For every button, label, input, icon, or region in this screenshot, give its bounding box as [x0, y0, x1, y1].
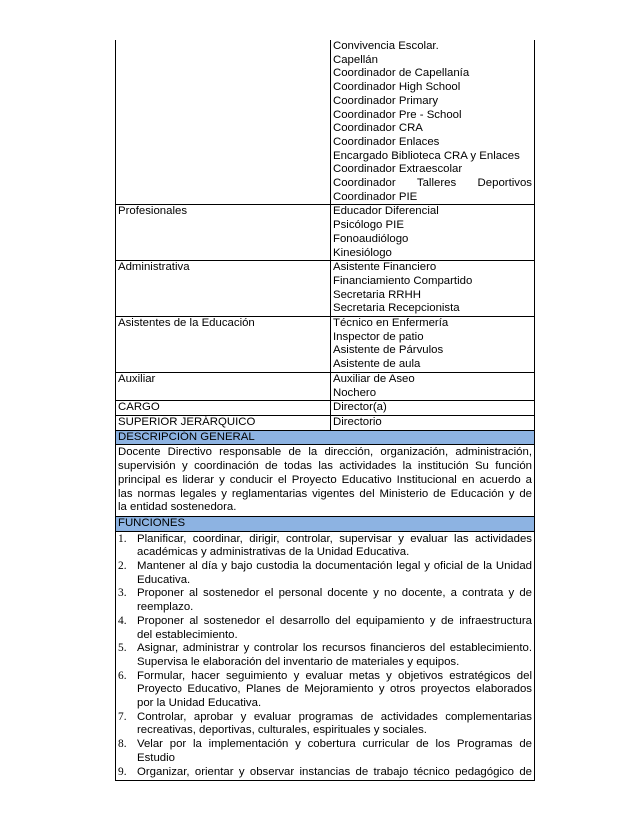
funciones-cell: [116, 531, 535, 781]
role-item: Capellán: [333, 53, 378, 66]
role-item: Asistente de aula: [333, 358, 421, 371]
table-row: [116, 430, 535, 445]
role-item: Coordinador de Capellanía: [333, 67, 470, 80]
descripcion-header: DESCRIPCIÓN GENERAL: [116, 430, 535, 445]
funcion-item: [118, 738, 532, 765]
roles-list-cell: [331, 205, 535, 261]
role-item: Asistente Financiero: [333, 261, 437, 274]
role-item: Convivencia Escolar.: [333, 40, 439, 52]
funcion-number: 9.: [118, 765, 127, 778]
funcion-number: 4.: [118, 614, 127, 627]
funcion-line: académicas y administrativas de la Unidad Educativa.: [137, 546, 410, 559]
funcion-item: [118, 642, 532, 669]
group-name-cell: Profesionales: [116, 205, 331, 261]
funcion-line: Educativa.: [137, 573, 191, 586]
table-row: [116, 415, 535, 430]
funcion-line: Controlar, aprobar y evaluar programas de actividades complementarias: [137, 710, 532, 723]
funcion-line: Supervisa le elaboración del inventario de materiales y equipos.: [137, 655, 460, 668]
roles-table: [115, 40, 535, 781]
funcion-line: recreativas, deportivas, culturales, espirituales y sociales.: [137, 724, 427, 737]
funcion-line: Velar por la implementación y cobertura curricular de los Programas de: [137, 738, 532, 751]
paragraph-line: las normas legales y reglamentarias vigentes del Ministerio de Educación y de: [118, 487, 532, 500]
funcion-line: Proponer al sostenedor el personal docente y no docente, a contrata y de: [137, 587, 532, 600]
descripcion-cell: [116, 445, 535, 517]
table-row: [116, 445, 535, 517]
cargo-value: Director(a): [331, 401, 535, 416]
group-name-cell: [116, 40, 331, 205]
group-name-cell: Asistentes de la Educación: [116, 317, 331, 373]
funcion-line: Asignar, administrar y controlar los recursos financieros del establecimiento.: [137, 642, 532, 655]
role-item: Coordinador Talleres Deportivos: [333, 177, 532, 190]
funcion-line: Organizar, orientar y observar instancias de trabajo técnico pedagógico de: [137, 765, 532, 778]
roles-list-cell: [331, 317, 535, 373]
cargo-label: CARGO: [116, 401, 331, 416]
role-item: Coordinador PIE: [333, 190, 418, 203]
table-row: [116, 261, 535, 317]
table-row: [116, 205, 535, 261]
funcion-line: reemplazo.: [137, 601, 194, 614]
funcion-number: 6.: [118, 669, 127, 682]
superior-value: Directorio: [331, 415, 535, 430]
role-item: Coordinador Pre - School: [333, 108, 462, 121]
role-item: Coordinador Enlaces: [333, 135, 440, 148]
table-row: [116, 40, 535, 205]
funcion-line: por la Unidad Educativa.: [137, 697, 262, 710]
group-name-cell: Auxiliar: [116, 372, 331, 400]
roles-list-cell: [331, 40, 535, 205]
superior-label: SUPERIOR JERÁRQUICO: [116, 415, 331, 430]
funcion-number: 5.: [118, 642, 127, 655]
descripcion-paragraph: [118, 446, 532, 515]
funcion-item: [118, 670, 532, 711]
funcion-line: Proyecto Educativo, Planes de Mejoramiento y otros proyectos elaborados: [137, 683, 532, 696]
table-row: [116, 401, 535, 416]
role-item: Inspector de patio: [333, 330, 424, 343]
group-name-cell: Administrativa: [116, 261, 331, 317]
roles-list-cell: [331, 372, 535, 400]
role-item: Técnico en Enfermería: [333, 317, 449, 330]
funcion-item: [118, 615, 532, 642]
role-item: Psicólogo PIE: [333, 219, 404, 232]
role-item: Educador Diferencial: [333, 205, 439, 218]
role-item: Kinesiólogo: [333, 246, 392, 259]
role-item: Encargado Biblioteca CRA y Enlaces: [333, 149, 520, 162]
role-item: Asistente de Párvulos: [333, 344, 444, 357]
job-description-document: [115, 40, 535, 781]
funcion-number: 3.: [118, 587, 127, 600]
table-row: [116, 372, 535, 400]
role-item: Fonoaudiólogo: [333, 232, 409, 245]
funcion-item: [118, 587, 532, 614]
funcion-number: 2.: [118, 560, 127, 573]
roles-list-cell: [331, 261, 535, 317]
table-row: [116, 317, 535, 373]
paragraph-line: principal es liderar y conducir el Proyecto Educativo Institucional en acuerdo a: [118, 473, 532, 486]
table-row: [116, 516, 535, 531]
funcion-number: 1.: [118, 532, 127, 545]
funcion-line: Formular, hacer seguimiento y evaluar metas y objetivos estratégicos del: [137, 669, 532, 682]
role-item: Coordinador Primary: [333, 94, 439, 107]
role-item: Financiamiento Compartido: [333, 274, 473, 287]
role-item: Auxiliar de Aseo: [333, 372, 415, 385]
paragraph-line: Docente Directivo responsable de la dirección, organización, administración,: [118, 446, 532, 459]
funcion-number: 8.: [118, 738, 127, 751]
funcion-line: Estudio: [137, 751, 175, 764]
paragraph-line: supervisión y coordinación de todas las actividades la institución Su función: [118, 460, 532, 473]
funcion-item: [118, 560, 532, 587]
role-item: Coordinador High School: [333, 81, 461, 94]
table-row: [116, 531, 535, 781]
role-item: Secretaria RRHH: [333, 288, 421, 301]
paragraph-line: la entidad sostenedora.: [118, 501, 237, 514]
funcion-item: [118, 766, 532, 780]
funcion-line: Mantener al día y bajo custodia la documentación legal y oficial de la Unidad: [137, 560, 532, 573]
role-item: Nochero: [333, 386, 377, 399]
funcion-number: 7.: [118, 710, 127, 723]
role-item: Secretaria Recepcionista: [333, 302, 460, 315]
funcion-item: [118, 533, 532, 560]
role-item: Coordinador CRA: [333, 122, 423, 135]
funcion-line: del establecimiento.: [137, 628, 238, 641]
funcion-line: Planificar, coordinar, dirigir, controlar, supervisar y evaluar las actividades: [137, 532, 532, 545]
funciones-header: FUNCIONES: [116, 516, 535, 531]
role-item: Coordinador Extraescolar: [333, 163, 463, 176]
funcion-line: Proponer al sostenedor el desarrollo del equipamiento y de infraestructura: [137, 614, 532, 627]
funcion-item: [118, 711, 532, 738]
